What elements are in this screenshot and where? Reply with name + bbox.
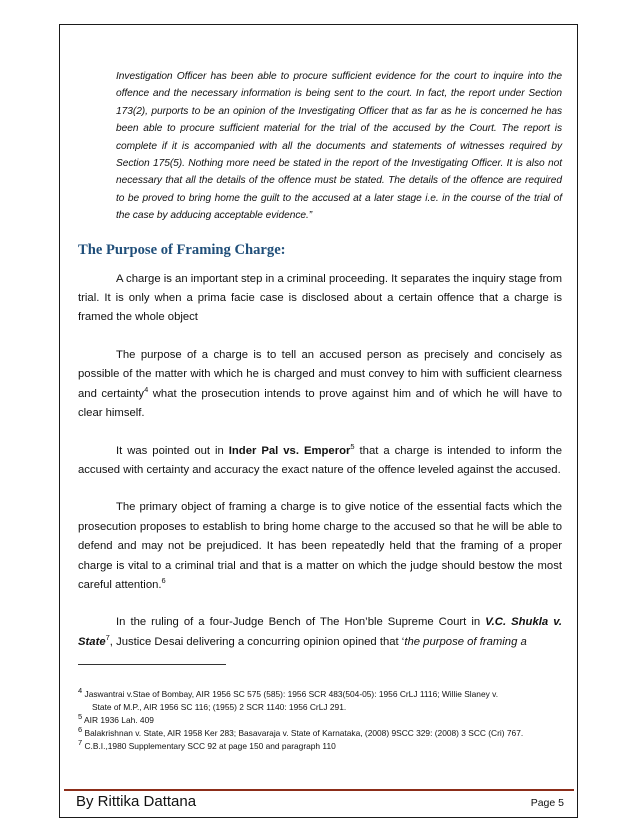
footnote-number: 6 (78, 725, 83, 735)
footnote-text: State of M.P., AIR 1956 SC 116; (1955) 2 SCR 1140: 1956 CrLJ 291. (92, 702, 347, 712)
quote-line: Investigation Officer has been able to procure sufficient evidence for the court to inquire into the (116, 71, 562, 82)
footer-divider (64, 789, 574, 791)
footnote-number: 5 (78, 712, 83, 722)
footnote-ref[interactable]: 7 (105, 632, 110, 642)
quote-line: offence and the necessary information is being sent to the court. In fact, the report under Section (116, 88, 562, 100)
paragraph-text: what the prosecution intends to prove against him and of which he will have to clear himself. (78, 387, 562, 420)
block-quote (116, 68, 562, 225)
footnote-ref[interactable]: 6 (161, 576, 166, 586)
quote-line: required to be proved to bring home the guilt to the accused at a later stage i.e. in the course of (116, 175, 562, 204)
footnote-text: Balakrishnan v. State, AIR 1958 Ker 283; Basavaraja v. State of Karnataka, (2008) 9SCC 329: (2008) 3 SCC (Cri) 767. (84, 728, 524, 738)
footnote-item (78, 701, 562, 714)
footnote-text: C.B.I.,1980 Supplementary SCC 92 at page 150 and paragraph 110 (84, 741, 336, 751)
footnote-item (78, 714, 562, 727)
paragraph-2 (78, 346, 562, 424)
quote-line: complete if it is accompanied with all the documents and statements of witnesses required by (116, 140, 562, 152)
paragraph-text: It was pointed out in (116, 444, 229, 457)
page-content (78, 68, 562, 652)
paragraph-text: The purpose of a charge is to tell an accused person as precisely and concisely as possible of the matter with which he is charged and must convey to him with sufficient clearness and certainty (78, 348, 562, 400)
footnote-item (78, 688, 562, 701)
paragraph-text: The primary object of framing a charge is to give notice of the essential facts which the prosecution proposes to establish to bring home charge to the accused so that he will be able to defend and may not be prejudiced. It has been repeatedly held that the framing of a proper charge is vital to a criminal trial and that is a matter on which the judge should bestow the most careful attention. (78, 501, 562, 591)
quote-line: not necessary that all the details of the offence must be stated. The details of the offence are (116, 158, 562, 187)
footnote-item (78, 740, 562, 753)
quote-line: Section 175(5). Nothing more need be stated in the report of the Investigating Officer. It is also (116, 158, 545, 170)
footer-author: By Rittika Dattana (76, 793, 197, 810)
footnote-text: Jaswantrai v.Stae of Bombay, AIR 1956 SC 575 (585): 1956 SCR 483(504-05): 1956 CrLJ 1116; Willie Slaney v. (84, 689, 499, 699)
paragraph-4 (78, 498, 562, 595)
paragraph-1: A charge is an important step in a criminal proceeding. It separates the inquiry stage from trial. It is only when a prima facie case is disclosed about a certain offence that a charge is framed the whole object (78, 272, 562, 324)
paragraph-text: , Justice Desai delivering a concurring opinion opined that ‘ (109, 635, 405, 648)
footnote-number: 4 (78, 686, 83, 696)
page-number: Page 5 (530, 797, 564, 809)
paragraph-3 (78, 442, 562, 481)
footnote-ref[interactable]: 4 (144, 384, 149, 394)
footnote-item (78, 727, 562, 740)
footnotes (78, 688, 562, 753)
paragraph-text: In the ruling of a four-Judge Bench of The Hon’ble Supreme Court in (116, 616, 486, 629)
quote-line: has been able to procure sufficient material for the trial of the accused by the Court. The report is (116, 105, 562, 135)
case-name: V.C. Shukla v. State (78, 616, 562, 648)
quote-line: the trial of the case by adducing acceptable evidence.” (116, 192, 563, 222)
quote-line: 173(2), purports to be an opinion of the Investigating Officer that as far as he is concerned he (116, 105, 543, 117)
footnote-text: AIR 1936 Lah. 409 (84, 715, 154, 725)
case-name: Inder Pal vs. Emperor (228, 444, 351, 457)
footnote-number: 7 (78, 738, 83, 748)
paragraph-text: that a charge is intended to inform the accused with certainty and accuracy the exact nature of the offence leveled against the accused. (78, 444, 562, 476)
paragraph-5 (78, 613, 562, 652)
footnote-divider (78, 664, 226, 665)
footnote-ref[interactable]: 5 (350, 441, 355, 451)
paragraph-text-italic: the purpose of framing a (404, 635, 527, 648)
section-heading: The Purpose of Framing Charge: (78, 241, 286, 258)
